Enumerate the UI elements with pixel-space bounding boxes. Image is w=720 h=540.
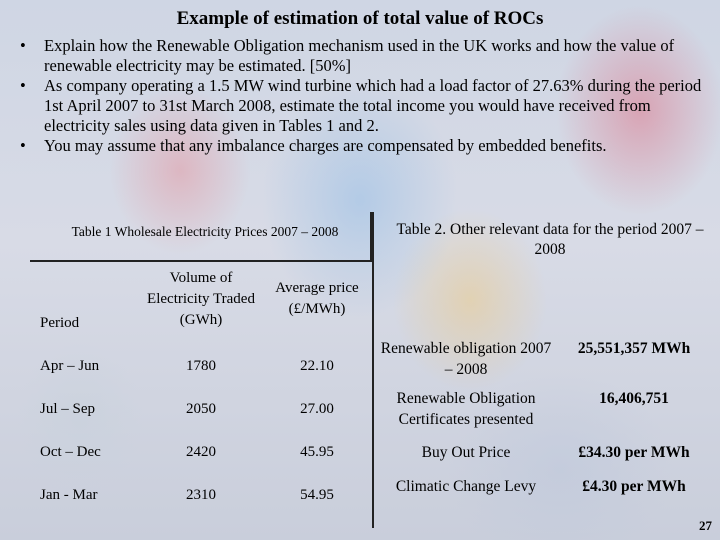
bullet-item: • As company operating a 1.5 MW wind turbine which had a load factor of 27.63% during the period 1st April 2007 to 31st March 2008, estimate the total income you would have received from electricity sales using data given in Tables 1 and 2. <box>18 76 710 136</box>
slide-title: Example of estimation of total value of ROCs <box>176 8 544 29</box>
cell-value: £4.30 per MWh <box>582 478 686 495</box>
cell-price: 54.95 <box>300 487 334 503</box>
relevant-data-table <box>376 338 712 506</box>
cell-period: Oct – Dec <box>40 444 101 460</box>
table-row <box>376 388 712 438</box>
table-row <box>32 422 372 465</box>
table-row <box>376 338 712 388</box>
cell-label: Climatic Change Levy <box>395 478 537 495</box>
cell-price: 45.95 <box>300 444 334 460</box>
table1-caption: Table 1 Wholesale Electricity Prices 2007 – 2008 <box>71 224 339 239</box>
bullet-item: • Explain how the Renewable Obligation mechanism used in the UK works and how the value of renewable electricity may be estimated. [50%] <box>18 36 710 76</box>
bullet-item: • You may assume that any imbalance charges are compensated by embedded benefits. <box>18 136 710 156</box>
cell-period: Jul – Sep <box>40 401 96 417</box>
task-bullet-list <box>18 36 710 156</box>
table-row <box>32 336 372 379</box>
page-number: 27 <box>699 518 712 533</box>
table-row <box>32 379 372 422</box>
cell-label: Buy Out Price <box>421 444 511 461</box>
cell-volume: 2050 <box>186 401 216 417</box>
table1-right-border <box>372 212 374 528</box>
table-row <box>376 438 712 474</box>
cell-price: 27.00 <box>300 401 334 417</box>
cell-value: 16,406,751 <box>599 390 669 407</box>
header-volume: Volume of Electricity Traded (GWh) <box>147 269 255 328</box>
table2-caption: Table 2. Other relevant data for the period 2007 – 2008 <box>396 221 704 258</box>
table-row <box>32 465 372 508</box>
cell-volume: 1780 <box>186 358 216 374</box>
cell-volume: 2310 <box>186 487 216 503</box>
cell-price: 22.10 <box>300 358 334 374</box>
table-header-row <box>32 262 372 336</box>
header-price: Average price (£/MWh) <box>275 280 359 317</box>
cell-value: 25,551,357 MWh <box>577 340 691 357</box>
cell-label: Renewable Obligation Certificates presented <box>396 390 536 428</box>
wholesale-prices-table <box>32 262 372 508</box>
cell-period: Apr – Jun <box>40 358 100 374</box>
cell-value: £34.30 per MWh <box>578 444 690 461</box>
cell-volume: 2420 <box>186 444 216 460</box>
cell-period: Jan - Mar <box>40 487 98 503</box>
header-period: Period <box>40 315 80 331</box>
cell-label: Renewable obligation 2007 – 2008 <box>380 340 552 378</box>
table-row <box>376 474 712 506</box>
